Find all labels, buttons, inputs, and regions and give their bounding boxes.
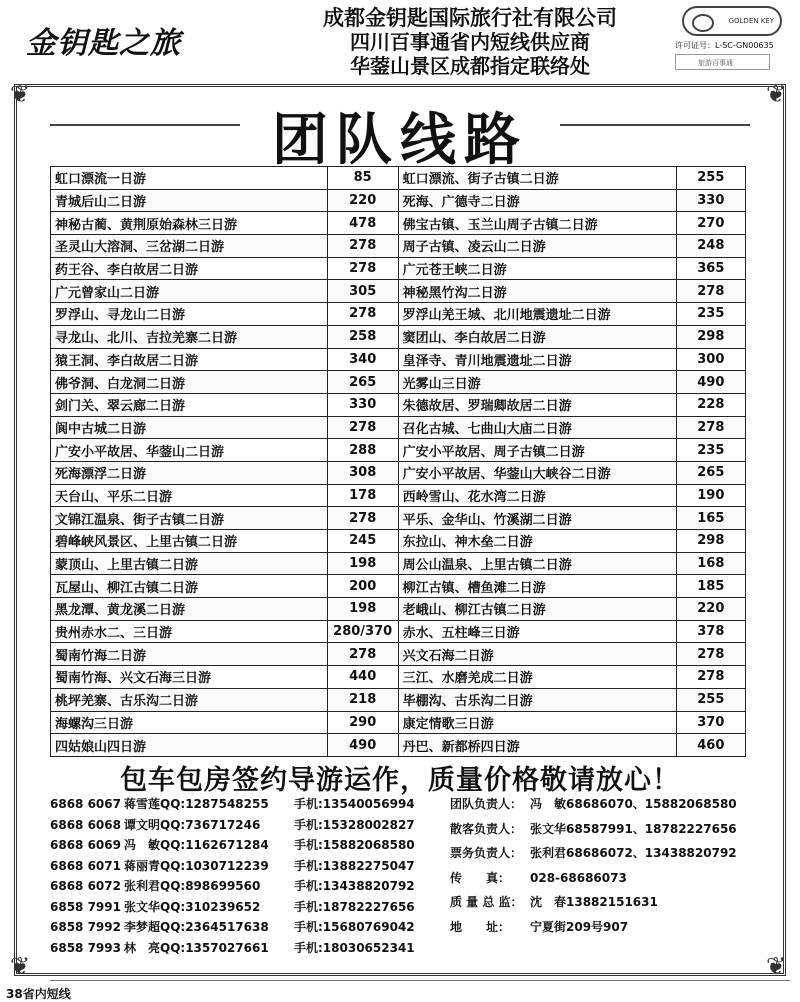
route-price: 165 [676,507,745,530]
contact-phone: 6868 6067 [50,797,121,811]
table-row [51,507,746,530]
route-name: 光雾山三日游 [398,371,676,394]
info-label: 质 量 总 监： [450,895,523,909]
key-icon [692,14,714,32]
route-price: 300 [676,348,745,371]
route-name: 赤水、五柱峰三日游 [398,620,676,643]
route-price: 298 [676,325,745,348]
info-row [450,820,780,845]
info-value: 宁夏街209号907 [530,919,629,934]
contact-row [50,816,450,837]
route-price: 278 [327,507,398,530]
table-row [51,620,746,643]
route-price: 218 [327,688,398,711]
contact-name-qq: 林 亮QQ:1357027661 [124,940,269,955]
route-price: 340 [327,348,398,371]
table-row [51,416,746,439]
contact-row [50,795,450,816]
table-row [51,371,746,394]
route-price: 265 [327,371,398,394]
route-name: 窦团山、李白故居二日游 [398,325,676,348]
contact-name-qq: 蒋丽青QQ:1030712239 [124,858,269,873]
table-row [51,598,746,621]
route-name: 罗浮山羌王城、北川地震遗址二日游 [398,303,676,326]
route-price: 168 [676,552,745,575]
contact-name-qq: 张利君QQ:898699560 [124,879,261,893]
contact-mobile: 手机:13438820792 [294,879,415,893]
route-price: 178 [327,484,398,507]
info-value: 张文华68587991、18782227656 [530,821,737,836]
brand-logo-text: 金钥匙之旅 [26,26,181,61]
route-name: 广安小平故居、周子古镇二日游 [398,439,676,462]
info-label: 票务负责人： [450,846,523,860]
contact-mobile: 手机:15882068580 [294,838,415,852]
route-price: 278 [676,666,745,689]
contact-mobile: 手机:13882275047 [294,858,415,873]
route-name: 死海漂浮二日游 [51,461,328,484]
contact-phone: 6858 7991 [50,899,121,914]
license-number: 许可证号：L-SC-GN00635 [675,41,774,50]
table-row [51,643,746,666]
route-price: 278 [676,280,745,303]
route-name: 虹口漂流、街子古镇二日游 [398,167,676,190]
route-name: 西岭雪山、花水湾二日游 [398,484,676,507]
route-price: 185 [676,575,745,598]
route-price: 270 [676,212,745,235]
table-row [51,235,746,258]
route-price: 490 [676,371,745,394]
route-price: 278 [327,416,398,439]
route-name: 药王谷、李白故居二日游 [51,257,328,280]
contact-phone: 6868 6072 [50,879,121,893]
route-name: 三江、水磨羌成二日游 [398,666,676,689]
info-label: 传 真： [450,870,511,885]
info-label: 散客负责人： [450,821,523,836]
route-name: 文锦江温泉、街子古镇二日游 [51,507,328,530]
route-price: 490 [327,734,398,757]
info-value: 028-68686073 [530,870,627,885]
contact-name-qq: 蒋雪莲QQ:1287548255 [124,797,269,811]
route-price: 305 [327,280,398,303]
info-row [450,918,780,943]
info-row [450,844,780,869]
route-name: 蒙顶山、上里古镇二日游 [51,552,328,575]
route-price: 265 [676,461,745,484]
table-row [51,393,746,416]
contact-row [50,918,450,939]
route-price: 198 [327,552,398,575]
route-name: 寻龙山、北川、吉拉羌寨二日游 [51,325,328,348]
route-price: 460 [676,734,745,757]
route-name: 佛爷洞、白龙洞二日游 [51,371,328,394]
info-label: 团队负责人： [450,797,523,811]
route-price: 440 [327,666,398,689]
route-price: 278 [327,643,398,666]
route-name: 死海、广德寺二日游 [398,189,676,212]
route-name: 黑龙潭、黄龙溪二日游 [51,598,328,621]
route-name: 东拉山、神木垒二日游 [398,530,676,553]
table-row [51,303,746,326]
contacts-list [50,795,450,959]
route-price: 278 [327,303,398,326]
route-price: 278 [327,235,398,258]
route-name: 皇泽寺、青川地震遗址二日游 [398,348,676,371]
route-name: 毕棚沟、古乐沟二日游 [398,688,676,711]
info-list [450,795,780,942]
route-name: 周子古镇、凌云山二日游 [398,235,676,258]
route-price: 308 [327,461,398,484]
info-row [450,869,780,894]
contact-name-qq: 冯 敏QQ:1162671284 [124,838,269,852]
table-row [51,280,746,303]
route-name: 虹口漂流一日游 [51,167,328,190]
route-name: 老峨山、柳江古镇二日游 [398,598,676,621]
route-price: 200 [327,575,398,598]
info-row [450,795,780,820]
route-price: 378 [676,620,745,643]
table-row [51,666,746,689]
route-price: 255 [676,688,745,711]
route-name: 海螺沟三日游 [51,711,328,734]
route-price: 290 [327,711,398,734]
route-name: 柳江古镇、槽鱼滩二日游 [398,575,676,598]
route-name: 瓦屋山、柳江古镇二日游 [51,575,328,598]
route-price: 198 [327,598,398,621]
info-row [450,893,780,918]
route-name: 圣灵山大溶洞、三岔湖二日游 [51,235,328,258]
route-name: 康定情歌三日游 [398,711,676,734]
route-name: 四姑娘山四日游 [51,734,328,757]
route-price: 85 [327,167,398,190]
company-name: 成都金钥匙国际旅行社有限公司 [323,6,617,30]
contact-phone: 6858 7992 [50,920,121,934]
route-price: 228 [676,393,745,416]
table-row [51,575,746,598]
table-row [51,461,746,484]
table-row [51,348,746,371]
route-price: 235 [676,303,745,326]
contact-row [50,877,450,898]
table-row [51,325,746,348]
contact-phone: 6868 6071 [50,858,121,873]
contact-mobile: 手机:15328002827 [294,817,415,832]
route-price: 280/370 [327,620,398,643]
route-name: 神秘黑竹沟二日游 [398,280,676,303]
route-price: 220 [327,189,398,212]
contact-name-qq: 张文华QQ:310239652 [124,899,261,914]
route-price: 365 [676,257,745,280]
route-name: 兴文石海二日游 [398,643,676,666]
company-block [260,6,680,78]
contact-phone: 6868 6068 [50,817,121,832]
routes-table [50,166,746,757]
route-name: 猿王洞、李白故居二日游 [51,348,328,371]
contact-row [50,939,450,960]
corner-ornament-icon: ❦ [10,952,31,980]
route-name: 佛宝古镇、玉兰山周子古镇二日游 [398,212,676,235]
header [0,0,800,85]
logo-text: GOLDEN KEY [728,17,774,25]
footer-divider [50,980,790,981]
info-value: 冯 敏68686070、15882068580 [530,797,737,811]
contact-phone: 6858 7993 [50,940,121,955]
corner-ornament-icon: ❦ [10,80,31,108]
route-name: 阆中古城二日游 [51,416,328,439]
route-price: 248 [676,235,745,258]
corner-ornament-icon: ❦ [766,952,787,980]
route-name: 蜀南竹海、兴文石海三日游 [51,666,328,689]
table-row [51,688,746,711]
page-footer: 38省内短线 [6,987,71,1001]
route-price: 190 [676,484,745,507]
route-name: 周公山温泉、上里古镇二日游 [398,552,676,575]
route-price: 278 [676,416,745,439]
route-name: 青城后山二日游 [51,189,328,212]
contact-row [50,898,450,919]
route-price: 235 [676,439,745,462]
route-price: 278 [327,257,398,280]
route-name: 召化古城、七曲山大庙二日游 [398,416,676,439]
company-tagline: 华蓥山景区成都指定联络处 [350,54,590,78]
table-row [51,257,746,280]
route-name: 天台山、平乐二日游 [51,484,328,507]
corner-ornament-icon: ❦ [766,80,787,108]
route-price: 245 [327,530,398,553]
route-name: 碧峰峡风景区、上里古镇二日游 [51,530,328,553]
route-price: 330 [676,189,745,212]
route-name: 广安小平故居、华蓥山二日游 [51,439,328,462]
route-name: 广安小平故居、华蓥山大峡谷二日游 [398,461,676,484]
contact-mobile: 手机:18782227656 [294,899,415,914]
contact-row [50,857,450,878]
table-row [51,530,746,553]
route-name: 贵州赤水二、三日游 [51,620,328,643]
contact-row [50,836,450,857]
table-row [51,439,746,462]
contact-mobile: 手机:13540056994 [294,797,415,811]
slogan: 包车包房签约导游运作，质量价格敬请放心！ [120,765,680,796]
route-name: 神秘古蔺、黄荆原始森林三日游 [51,212,328,235]
info-label: 地 址： [450,919,511,934]
golden-key-logo [682,6,782,36]
info-value: 沈 春13882151631 [530,895,658,909]
route-name: 剑门关、翠云廊二日游 [51,393,328,416]
route-price: 220 [676,598,745,621]
route-name: 广元曾家山二日游 [51,280,328,303]
route-price: 330 [327,393,398,416]
route-price: 258 [327,325,398,348]
contact-mobile: 手机:18030652341 [294,940,415,955]
partner-logo: 旅游百事通 [675,54,770,70]
route-name: 丹巴、新都桥四日游 [398,734,676,757]
table-row [51,167,746,190]
contact-phone: 6868 6069 [50,838,121,852]
table-row [51,552,746,575]
route-price: 255 [676,167,745,190]
info-value: 张利君68686072、13438820792 [530,846,737,860]
contact-name-qq: 李梦超QQ:2364517638 [124,920,269,934]
route-name: 广元苍王峡二日游 [398,257,676,280]
table-row [51,711,746,734]
contact-mobile: 手机:15680769042 [294,920,415,934]
route-price: 370 [676,711,745,734]
contact-name-qq: 谭文明QQ:736717246 [124,817,261,832]
route-price: 478 [327,212,398,235]
table-row [51,212,746,235]
route-name: 朱德故居、罗瑞卿故居二日游 [398,393,676,416]
table-row [51,484,746,507]
table-row [51,189,746,212]
table-row [51,734,746,757]
route-name: 桃坪羌寨、古乐沟二日游 [51,688,328,711]
route-price: 298 [676,530,745,553]
route-price: 288 [327,439,398,462]
page-title: 团队线路 [272,107,528,173]
route-price: 278 [676,643,745,666]
route-name: 罗浮山、寻龙山二日游 [51,303,328,326]
company-subtitle: 四川百事通省内短线供应商 [350,30,590,54]
route-name: 平乐、金华山、竹溪湖二日游 [398,507,676,530]
route-name: 蜀南竹海二日游 [51,643,328,666]
